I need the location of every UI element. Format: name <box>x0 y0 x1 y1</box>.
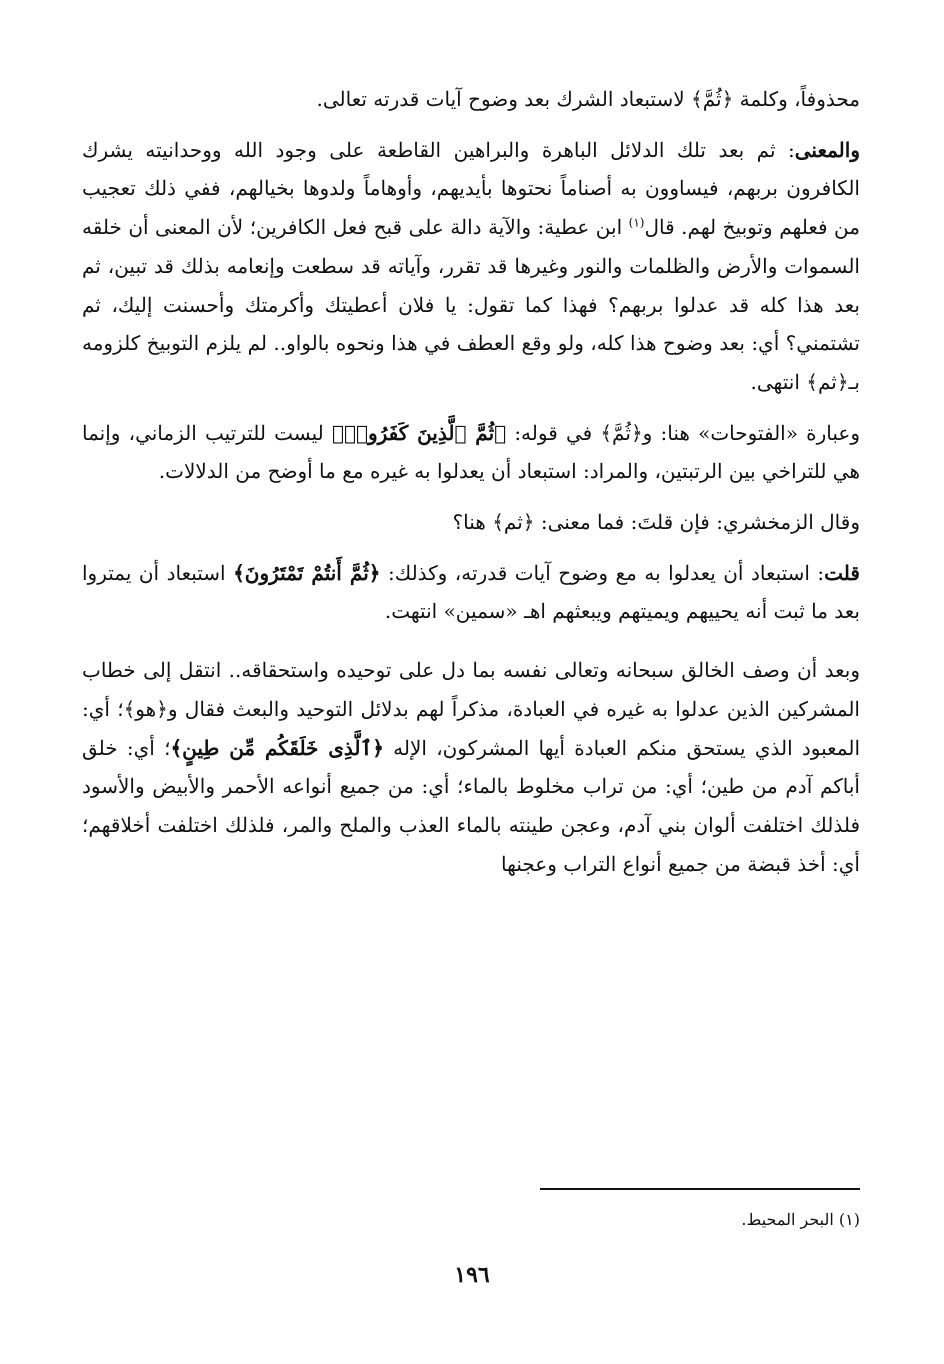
main-text <box>82 80 860 883</box>
paragraph-6 <box>82 651 860 883</box>
page-number: ١٩٦ <box>454 1262 490 1288</box>
paragraph-4 <box>82 503 860 542</box>
footnote-separator <box>540 1188 860 1190</box>
paragraph-4-text: وقال الزمخشري: فإن قلتَ: فما معنى: ﴿ثم﴾ هنا؟ <box>452 510 860 535</box>
paragraph-3-verse: ﴿ثُمَّ ٱلَّذِينَ كَفَرُوا۟﴾ <box>331 420 507 445</box>
paragraph-5-text-b: استبعاد أن يمتروا بعد ما ثبت أنه يحييهم ويميتهم ويبعثهم اهـ «سمين» انتهت. <box>82 560 860 624</box>
paragraph-6-verse: ﴿ٱلَّذِى خَلَقَكُم مِّن طِينٍ﴾ <box>170 735 384 760</box>
paragraph-2-lead: والمعنى <box>794 137 860 162</box>
paragraph-5-text-a: : استبعاد أن يعدلوا به مع وضوح آيات قدرته، وكذلك: <box>380 560 825 585</box>
paragraph-5 <box>82 554 860 631</box>
paragraph-5-verse: ﴿ثُمَّ أَنتُمْ تَمْتَرُونَ﴾ <box>233 560 381 585</box>
paragraph-1 <box>82 80 860 119</box>
paragraph-2 <box>82 131 860 402</box>
paragraph-6-text-b: ؛ أي: خلق أباكم آدم من طين؛ أي: من تراب مخلوط بالماء؛ أي: من جميع أنواعه الأحمر والأبيض والأسود فلذلك اختلفت ألوان بني آدم، وعجن طينته بالماء العذب والملح والمر، فلذلك اختلفت أخلاقهم؛ أي: أخذ قبضة من جميع أنواع التراب وعجنها <box>82 735 860 876</box>
paragraph-6-text-a: وبعد أن وصف الخالق سبحانه وتعالى نفسه بما دل على توحيده واستحقاقه.. انتقل إلى خطاب المشركين الذين عدلوا به غيره في العبادة، مذكراً لهم بدلائل التوحيد والبعث فقال و﴿هو﴾؛ أي: المعبود الذي يستحق منكم العبادة أيها المشركون، الإله <box>82 658 861 760</box>
footnote <box>741 1208 860 1232</box>
paragraph-2-text-a: : ثم بعد تلك الدلائل الباهرة والبراهين القاطعة على وجود الله ووحدانيته يشرك الكافرون بربهم، فيساوون به أصناماً نحتوها بأيديهم، وأوهاماً ولدوها بخيالهم، ففي ذلك تعجيب من فعلهم وتوبيخ لهم. قال <box>82 137 860 240</box>
paragraph-1-text: محذوفاً، وكلمة ﴿ثُمَّ﴾ لاستبعاد الشرك بعد وضوح آيات قدرته تعالى. <box>316 87 860 111</box>
paragraph-2-text-b: ابن عطية: والآية دالة على قبح فعل الكافرين؛ لأن المعنى أن خلقه السموات والأرض والظلمات والنور وغيرها قد تقرر، وآياته قد سطعت وإنعامه بذلك قد تبين، ثم بعد هذا كله قد عدلوا بربهم؟ فهذا كما تقول: يا فلان أعطيتك وأكرمتك وأحسنت إليك، ثم تشتمني؟ أي: بعد وضوح هذا كله، ولو وقع العطف في هذا ونحوه بالواو.. لم يلزم التوبيخ كلزومه بـ﴿ثم﴾ انتهى. <box>82 215 860 394</box>
paragraph-3-text-a: وعبارة «الفتوحات» هنا: و﴿ثُمَّ﴾ في قوله: <box>506 420 861 445</box>
paragraph-5-lead: قلت <box>824 560 860 585</box>
footnote-marker: (١) <box>838 1210 860 1229</box>
footnote-text: البحر المحيط. <box>741 1210 834 1229</box>
paragraph-3-text-b: ليست للترتيب الزماني، وإنما هي للتراخي بين الرتبتين، والمراد: استبعاد أن يعدلوا به غيره مع ما أوضح من الدلالات. <box>82 420 860 484</box>
footnote-reference: (١) <box>628 215 645 230</box>
paragraph-3 <box>82 414 860 491</box>
